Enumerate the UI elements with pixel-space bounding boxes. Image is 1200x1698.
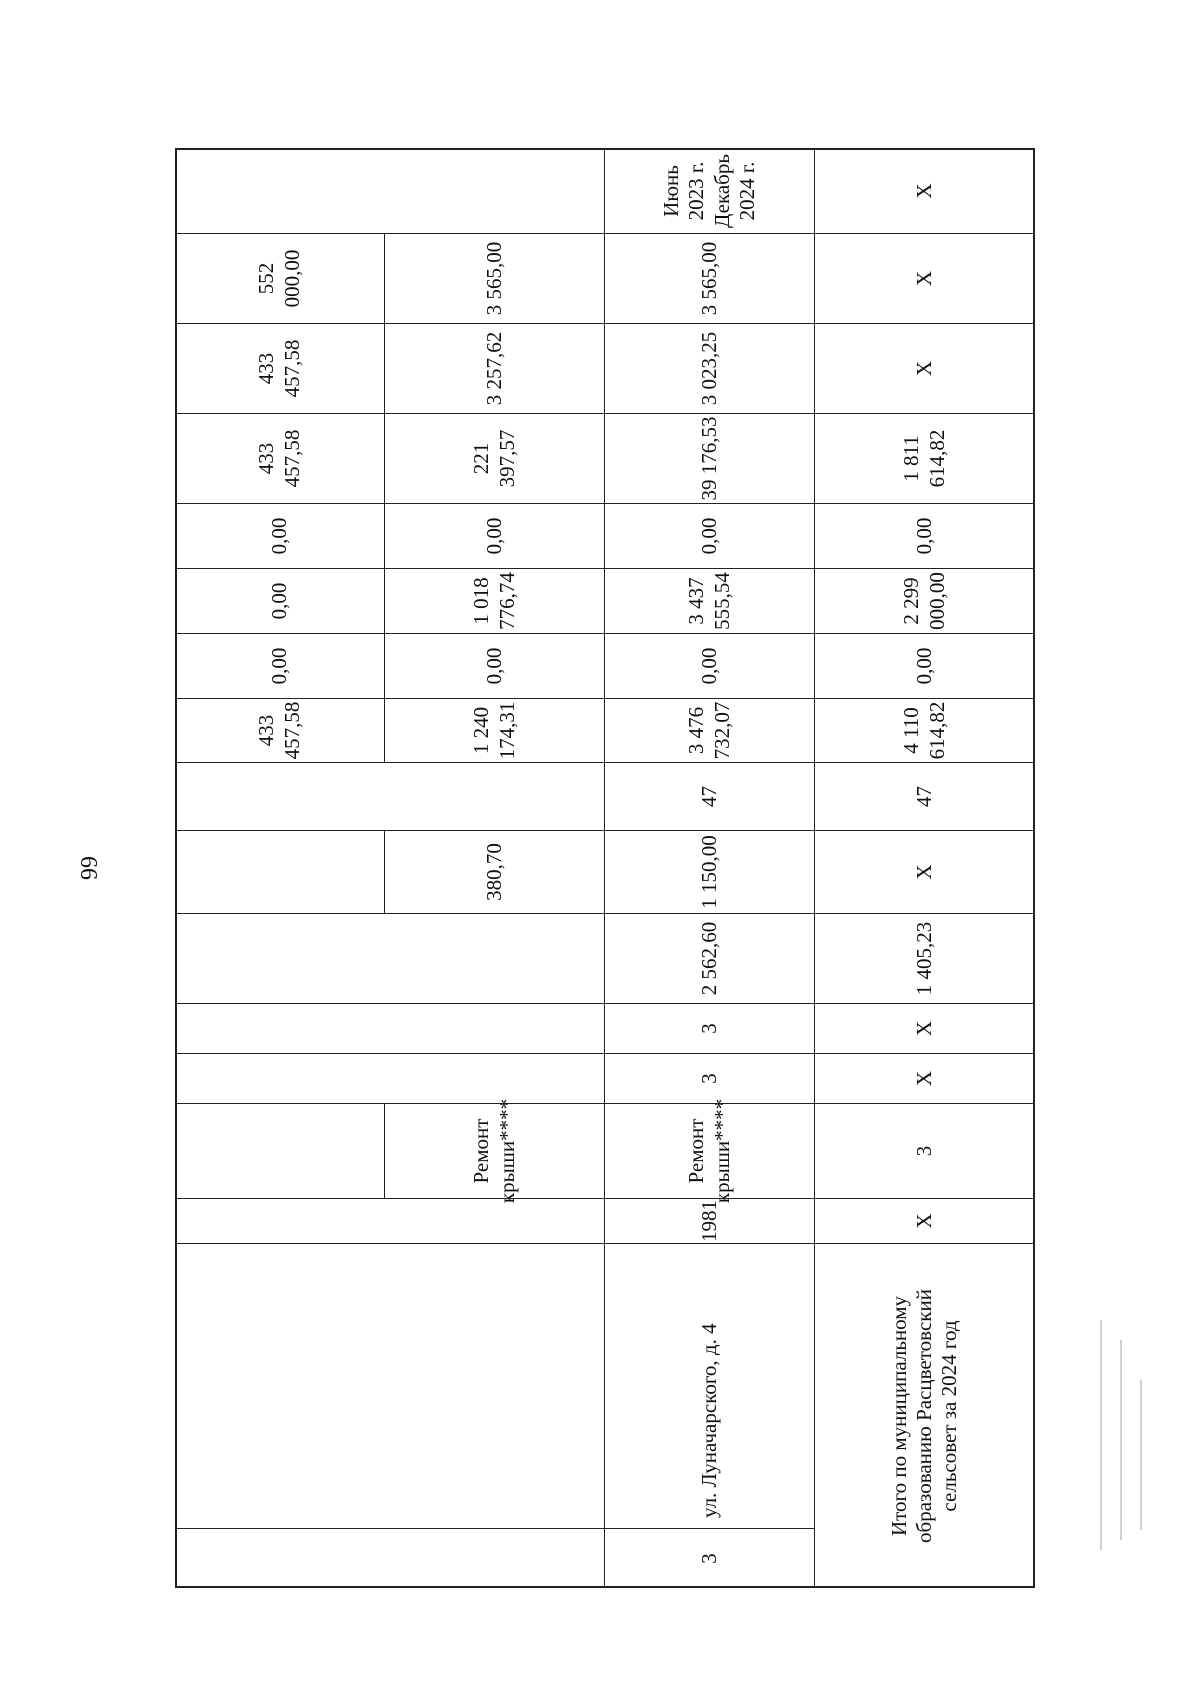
sub1-work: Ремонт крыши**** [385, 1103, 605, 1198]
r1-c11: 0,00 [605, 503, 815, 568]
sub1-c13: 3 257,62 [385, 323, 605, 413]
sub1-c9: 0,00 [385, 633, 605, 698]
r1-work: Ремонт крыши**** [605, 1103, 815, 1198]
blank-work-cell [175, 1103, 385, 1198]
total-c6: Х [815, 830, 1035, 913]
sub1-c12: 221 397,57 [385, 413, 605, 503]
total-c4: Х [815, 1003, 1035, 1053]
total-c11: 0,00 [815, 503, 1035, 568]
total-c10: 2 299 000,00 [815, 568, 1035, 633]
r1-c3: 3 [605, 1053, 815, 1103]
total-c14: Х [815, 233, 1035, 323]
blank-c7-cell [175, 762, 605, 830]
r1-c13: 3 023,25 [605, 323, 815, 413]
r1-c15: Июнь 2023 г. Декабрь 2024 г. [605, 148, 815, 233]
sub2-c9: 0,00 [175, 633, 385, 698]
total-year: Х [815, 1198, 1035, 1243]
blank-c5-cell [175, 913, 605, 1003]
r1-c10: 3 437 555,54 [605, 568, 815, 633]
total-c8: 4 110 614,82 [815, 698, 1035, 762]
repair-schedule-table [175, 148, 1035, 1588]
total-c9: 0,00 [815, 633, 1035, 698]
blank-c3-cell [175, 1053, 605, 1103]
sub2-c8: 433 457,58 [175, 698, 385, 762]
blank-c15-cell [175, 148, 605, 233]
sub2-c12: 433 457,58 [175, 413, 385, 503]
page-number: 66 [75, 856, 101, 880]
sub1-c11: 0,00 [385, 503, 605, 568]
r1-c8: 3 476 732,07 [605, 698, 815, 762]
r1-c12: 39 176,53 [605, 413, 815, 503]
total-c15: Х [815, 148, 1035, 233]
total-c3: Х [815, 1053, 1035, 1103]
r1-c4: 3 [605, 1003, 815, 1053]
total-c12: 1 811 614,82 [815, 413, 1035, 503]
sub2-c14: 552 000,00 [175, 233, 385, 323]
r1-c7: 47 [605, 762, 815, 830]
blank-year-cell [175, 1198, 605, 1243]
total-c5: 1 405,23 [815, 913, 1035, 1003]
sub1-c14: 3 565,00 [385, 233, 605, 323]
sub1-c8: 1 240 174,31 [385, 698, 605, 762]
address-cell: ул. Луначарского, д. 4 [605, 1243, 815, 1528]
r1-year: 1981 [605, 1198, 815, 1243]
sub2-c13: 433 457,58 [175, 323, 385, 413]
sub2-c10: 0,00 [175, 568, 385, 633]
sub2-c11: 0,00 [175, 503, 385, 568]
r1-c5: 2 562,60 [605, 913, 815, 1003]
blank-c6-cell [175, 830, 385, 913]
sub1-c10: 1 018 776,74 [385, 568, 605, 633]
total-c7: 47 [815, 762, 1035, 830]
total-label: Итого по муниципальному образованию Расцветовский сельсовет за 2024 год [815, 1243, 1035, 1588]
address-number: 3 [605, 1528, 815, 1588]
sub1-c6: 380,70 [385, 830, 605, 913]
r1-c9: 0,00 [605, 633, 815, 698]
blank-number-cell [175, 1528, 605, 1588]
blank-address-cell [175, 1243, 605, 1528]
r1-c14: 3 565,00 [605, 233, 815, 323]
total-work: 3 [815, 1103, 1035, 1198]
total-c13: Х [815, 323, 1035, 413]
r1-c6: 1 150,00 [605, 830, 815, 913]
faded-stamp [1090, 1300, 1170, 1560]
blank-c4-cell [175, 1003, 605, 1053]
